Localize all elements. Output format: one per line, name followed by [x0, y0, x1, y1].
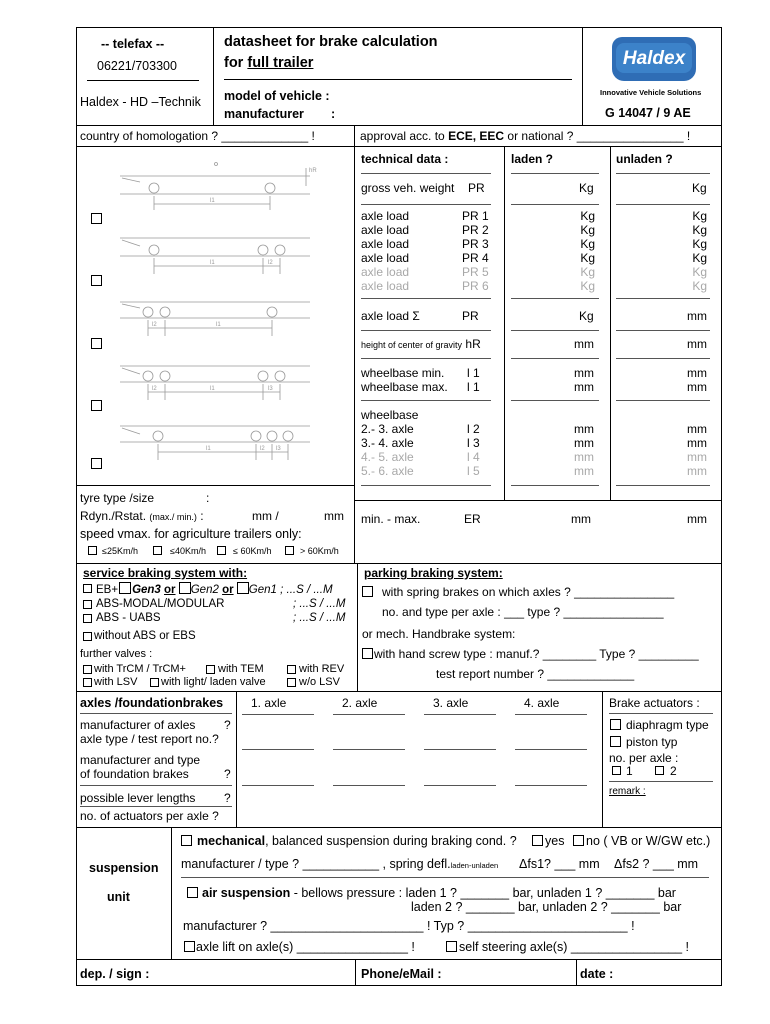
- axle-4-header: 4. axle: [524, 696, 560, 710]
- diagram-l2-label-3: l2: [152, 386, 157, 392]
- diaphragm-label: diaphragm type: [626, 718, 709, 732]
- minmax-top-line: [354, 500, 721, 501]
- laden-header: laden ?: [511, 152, 554, 166]
- config-checkbox-2axle[interactable]: [91, 213, 102, 224]
- axle-col-1: [236, 691, 237, 827]
- header-bottom-line: [76, 125, 722, 126]
- speed-40-checkbox[interactable]: [153, 546, 162, 555]
- without-abs-checkbox[interactable]: [83, 632, 92, 641]
- per-axle-1-checkbox[interactable]: [612, 766, 621, 775]
- light-laden-label: with light/ laden valve: [161, 676, 266, 688]
- main-column-divider: [354, 125, 355, 563]
- speed-25-label: ≤25Km/h: [102, 546, 138, 556]
- line: [511, 204, 599, 205]
- self-steering-checkbox[interactable]: [446, 941, 457, 952]
- line: [80, 806, 232, 807]
- speed-40-label: ≤40Km/h: [170, 546, 206, 556]
- config-checkbox-4axle[interactable]: [91, 400, 102, 411]
- per-axle-1-label: 1: [626, 764, 633, 778]
- piston-checkbox[interactable]: [610, 736, 621, 747]
- axle-load-labels: axle load axle load axle load axle load axle load axle load: [361, 209, 410, 293]
- mechanical-checkbox[interactable]: [181, 835, 192, 846]
- axle-lift-checkbox[interactable]: [184, 941, 195, 952]
- fax-label: -- telefax --: [101, 37, 165, 51]
- axle-configuration-diagrams: [110, 150, 340, 480]
- diagram-l3-label: l3: [268, 386, 273, 392]
- line: [424, 749, 496, 750]
- phone-email-field[interactable]: Phone/eMail :: [361, 967, 442, 981]
- service-braking-title: service braking system with:: [83, 566, 248, 580]
- lever-lengths-q: ?: [224, 791, 231, 805]
- model-label: model of vehicle :: [224, 89, 330, 103]
- foundation-brakes-label-2: of foundation brakes: [80, 767, 189, 781]
- fax-number: 06221/703300: [97, 59, 177, 73]
- air-suspension-checkbox[interactable]: [187, 887, 198, 898]
- frame-bottom: [76, 985, 722, 986]
- axle-lift-field[interactable]: axle lift on axle(s) ________________ !: [196, 940, 415, 954]
- hand-screw-checkbox[interactable]: [362, 648, 373, 659]
- tech-header: technical data :: [361, 152, 449, 166]
- service-parking-divider: [357, 563, 358, 691]
- axle-sum-unladen-unit[interactable]: mm: [687, 309, 707, 323]
- line: [515, 785, 587, 786]
- braking-bottom-line: [76, 691, 722, 692]
- haldex-logo-text: Haldex: [622, 48, 686, 69]
- axles-bottom-line: [76, 827, 722, 828]
- line: [242, 785, 314, 786]
- lever-lengths-label: possible lever lengths: [80, 791, 196, 805]
- line: [616, 485, 710, 486]
- country-homologation[interactable]: country of homologation ? _____________ !: [80, 129, 315, 143]
- test-report-field[interactable]: test report number ? _____________: [436, 667, 635, 681]
- abs-modal-checkbox[interactable]: [83, 600, 92, 609]
- multi-wheelbase-laden-units[interactable]: mm mm mm mm: [574, 422, 594, 478]
- speed-over60-checkbox[interactable]: [285, 546, 294, 555]
- title-underline: [224, 79, 572, 80]
- footer-divider-1: [355, 959, 356, 985]
- mechanical-label: mechanical, balanced suspension during braking cond. ?: [197, 834, 517, 848]
- line: [361, 298, 491, 299]
- manufacturer-axles-label: manufacturer of axles: [80, 718, 196, 732]
- fs1-field[interactable]: Δfs1? ___ mm: [519, 857, 600, 871]
- axle-load-laden-units[interactable]: Kg Kg Kg Kg Kg Kg: [580, 209, 595, 293]
- config-checkbox-5axle[interactable]: [91, 458, 102, 469]
- line: [361, 400, 491, 401]
- line: [511, 358, 599, 359]
- lsv-label: with LSV: [94, 676, 138, 688]
- tech-col-unladen: [610, 146, 611, 500]
- speed-60-label: ≤ 60Km/h: [233, 546, 272, 556]
- line: [333, 785, 405, 786]
- wheelbase-laden-units[interactable]: mm mm: [574, 366, 594, 394]
- diagram-l1-label-2: l1: [210, 260, 215, 266]
- manufacturer-type-field[interactable]: manufacturer / type ? ___________ , spring defl.laden-unladen: [181, 857, 499, 871]
- line: [616, 173, 710, 174]
- dep-sign-field[interactable]: dep. / sign :: [80, 967, 150, 981]
- tech-col-laden: [504, 146, 505, 500]
- mechanical-yes-checkbox[interactable]: [532, 835, 543, 846]
- config-checkbox-3axle-front[interactable]: [91, 338, 102, 349]
- speed-60-checkbox[interactable]: [217, 546, 226, 555]
- lsv-checkbox[interactable]: [83, 678, 92, 687]
- axles-title: axles /foundationbrakes: [80, 696, 224, 710]
- axle-1-header: 1. axle: [251, 696, 287, 710]
- company-name: Haldex - HD –Technik: [80, 95, 201, 109]
- line: [361, 173, 491, 174]
- axle-col-actuators: [602, 691, 603, 827]
- wheelbase-labels: wheelbase min. wheelbase max.: [361, 366, 448, 394]
- no-type-per-axle-field[interactable]: no. and type per axle : ___ type ? _______________: [382, 605, 664, 619]
- ebs-generation-row: EB+ Gen3 or Gen2 or Gen1 ; ...S / ...M: [96, 584, 333, 596]
- brake-actuators-title: Brake actuators :: [609, 696, 700, 710]
- abs-uabs-checkbox[interactable]: [83, 614, 92, 623]
- form-title: datasheet for brake calculation: [224, 34, 438, 50]
- trcm-label: with TrCM / TrCM+: [94, 663, 186, 675]
- line: [242, 714, 314, 715]
- suspension-title-2: unit: [107, 890, 130, 904]
- line: [361, 330, 491, 331]
- cog-unladen-unit[interactable]: mm: [687, 337, 707, 351]
- rdyn-min-unit[interactable]: mm: [324, 509, 344, 523]
- line: [424, 785, 496, 786]
- form-number: G 14047 / 9 AE: [605, 106, 691, 120]
- diagram-l2-label-2: l2: [152, 322, 157, 328]
- without-abs-label: without ABS or EBS: [94, 630, 196, 642]
- logo-tagline: Innovative Vehicle Solutions: [600, 88, 702, 97]
- diagram-l2-label-4: l2: [260, 446, 265, 452]
- diaphragm-checkbox[interactable]: [610, 719, 621, 730]
- abs-modal-sm: ; ...S / ...M: [293, 598, 346, 610]
- multi-wheelbase-symbols: l 2 l 3 l 4 l 5: [467, 422, 480, 478]
- multi-wheelbase-unladen-units[interactable]: mm mm mm mm: [687, 422, 707, 478]
- line: [333, 749, 405, 750]
- line: [511, 173, 599, 174]
- fax-underline: [87, 80, 199, 81]
- line: [616, 358, 710, 359]
- er-laden-unit[interactable]: mm: [571, 512, 591, 526]
- rdyn-label: Rdyn./Rstat. (max./ min.) :: [80, 509, 204, 523]
- line: [616, 298, 710, 299]
- line: [511, 485, 599, 486]
- remark-label[interactable]: remark :: [609, 786, 646, 797]
- abs-modal-label: ABS-MODAL/MODULAR: [96, 598, 225, 610]
- line: [515, 714, 587, 715]
- tem-label: with TEM: [218, 663, 264, 675]
- wo-lsv-label: w/o LSV: [299, 676, 340, 688]
- line: [515, 749, 587, 750]
- wheelbase-unladen-units[interactable]: mm mm: [687, 366, 707, 394]
- line: [511, 298, 599, 299]
- tech-bottom-line: [76, 563, 722, 564]
- air-manufacturer-field[interactable]: manufacturer ? ______________________ ! Typ ? _______________________ !: [183, 919, 635, 933]
- axle-sum-symbol: PR: [462, 309, 479, 323]
- hand-screw-field[interactable]: with hand screw type : manuf.? ________ Type ? _________: [374, 647, 699, 661]
- gross-weight-label: gross veh. weight: [361, 181, 455, 195]
- tem-checkbox[interactable]: [206, 665, 215, 674]
- manufacturer-axles-q: ?: [224, 718, 231, 732]
- line: [609, 713, 713, 714]
- line: [80, 785, 232, 786]
- axle-sum-label: axle load Σ: [361, 309, 420, 323]
- unladen-header: unladen ?: [616, 152, 673, 166]
- haldex-logo: [612, 37, 696, 81]
- diagram-l1-label: l1: [210, 198, 215, 204]
- multi-wheelbase-labels: wheelbase 2.- 3. axle 3.- 4. axle 4.- 5. axle 5.- 6. axle: [361, 408, 419, 478]
- mechanical-no-checkbox[interactable]: [573, 835, 584, 846]
- tyre-size-label: tyre type /size: [80, 491, 155, 505]
- per-axle-2-checkbox[interactable]: [655, 766, 664, 775]
- line: [616, 330, 710, 331]
- line: [333, 714, 405, 715]
- frame-top: [76, 27, 722, 28]
- approval-field[interactable]: approval acc. to ECE, EEC or national ? ________________ !: [360, 129, 691, 143]
- axle-load-symbols: PR 1 PR 2 PR 3 PR 4 PR 5 PR 6: [462, 209, 489, 293]
- light-laden-checkbox[interactable]: [150, 678, 159, 687]
- actuators-per-axle-label: no. of actuators per axle ?: [80, 809, 219, 823]
- cog-laden-unit[interactable]: mm: [574, 337, 594, 351]
- gross-weight-unladen-unit[interactable]: Kg: [692, 181, 707, 195]
- axle-sum-laden-unit[interactable]: Kg: [579, 309, 594, 323]
- tyre-size-colon: :: [206, 491, 210, 505]
- mech-handbrake-label: or mech. Handbrake system:: [362, 627, 516, 641]
- line: [242, 749, 314, 750]
- self-steering-field[interactable]: self steering axle(s) ________________ !: [459, 940, 690, 954]
- line: [616, 400, 710, 401]
- wheelbase-symbols: l 1 l 1: [467, 366, 480, 394]
- per-axle-label: no. per axle :: [609, 751, 679, 765]
- rev-checkbox[interactable]: [287, 665, 296, 674]
- gross-weight-laden-unit[interactable]: Kg: [579, 181, 594, 195]
- suspension-bottom-line: [76, 959, 722, 960]
- manufacturer-label: manufacturer: [224, 107, 304, 121]
- line: [361, 204, 491, 205]
- axle-3-header: 3. axle: [433, 696, 469, 710]
- er-symbol: ER: [464, 512, 481, 526]
- air-suspension-row[interactable]: air suspension - bellows pressure : laden 1 ? _______ bar, unladen 1 ? _______ bar: [202, 886, 676, 900]
- speed-label: speed vmax. for agriculture trailers only:: [80, 527, 302, 541]
- min-max-label: min. - max.: [361, 512, 421, 526]
- spring-brakes-field[interactable]: with spring brakes on which axles ? _______________: [382, 585, 675, 599]
- line: [424, 714, 496, 715]
- mechanical-divider: [181, 877, 709, 878]
- cog-label: height of center of gravity hR: [361, 337, 481, 351]
- suspension-divider: [171, 827, 172, 959]
- mechanical-yes-label: yes: [545, 834, 565, 848]
- line: [361, 485, 491, 486]
- tyre-top-line: [76, 485, 354, 486]
- diagram-hr-label: hR: [309, 168, 317, 174]
- speed-over60-label: > 60Km/h: [300, 546, 339, 556]
- suspension-title-1: suspension: [89, 861, 159, 875]
- diagram-l3-label-2: l3: [276, 446, 281, 452]
- header-divider-2: [582, 27, 583, 125]
- foundation-brakes-q: ?: [224, 767, 231, 781]
- gross-weight-symbol: PR: [468, 181, 485, 195]
- eb-checkbox[interactable]: [83, 584, 92, 593]
- axle-type-label: axle type / test report no.?: [80, 732, 219, 746]
- abs-uabs-sm: ; ...S / ...M: [293, 612, 346, 624]
- line: [511, 400, 599, 401]
- date-field[interactable]: date :: [580, 967, 614, 981]
- diagram-l1-label-4: l1: [210, 386, 215, 392]
- wo-lsv-checkbox[interactable]: [287, 678, 296, 687]
- diagram-l1-label-3: l1: [216, 322, 221, 328]
- fs2-field[interactable]: Δfs2 ? ___ mm: [614, 857, 699, 871]
- foundation-brakes-label-1: manufacturer and type: [80, 753, 201, 767]
- diagram-l2-label: l2: [268, 260, 273, 266]
- diagram-l1-label-5: l1: [206, 446, 211, 452]
- footer-divider-2: [576, 959, 577, 985]
- spring-brakes-checkbox[interactable]: [362, 586, 373, 597]
- trcm-checkbox[interactable]: [83, 665, 92, 674]
- header-divider-1: [213, 27, 214, 125]
- axle-load-unladen-units[interactable]: Kg Kg Kg Kg Kg Kg: [692, 209, 707, 293]
- rdyn-max-unit[interactable]: mm /: [252, 509, 279, 523]
- laden2-row[interactable]: laden 2 ? _______ bar, unladen 2 ? _______ bar: [411, 900, 682, 914]
- further-valves-label: further valves :: [80, 648, 153, 660]
- frame-right: [721, 27, 722, 985]
- er-unladen-unit[interactable]: mm: [687, 512, 707, 526]
- rev-label: with REV: [299, 663, 345, 675]
- axle-2-header: 2. axle: [342, 696, 378, 710]
- homologation-bottom-line: [76, 146, 722, 147]
- frame-left: [76, 27, 77, 985]
- line: [609, 781, 713, 782]
- abs-uabs-label: ABS - UABS: [96, 612, 161, 624]
- line: [511, 330, 599, 331]
- speed-25-checkbox[interactable]: [88, 546, 97, 555]
- form-title-for: for full trailer: [224, 55, 314, 71]
- parking-braking-title: parking braking system:: [364, 566, 503, 580]
- line: [616, 204, 710, 205]
- piston-label: piston typ: [626, 735, 678, 749]
- manufacturer-colon: :: [331, 107, 336, 121]
- line: [80, 713, 232, 714]
- mechanical-no-label: no ( VB or W/GW etc.): [586, 834, 711, 848]
- per-axle-2-label: 2: [670, 764, 677, 778]
- line: [361, 358, 491, 359]
- config-checkbox-3axle-rear[interactable]: [91, 275, 102, 286]
